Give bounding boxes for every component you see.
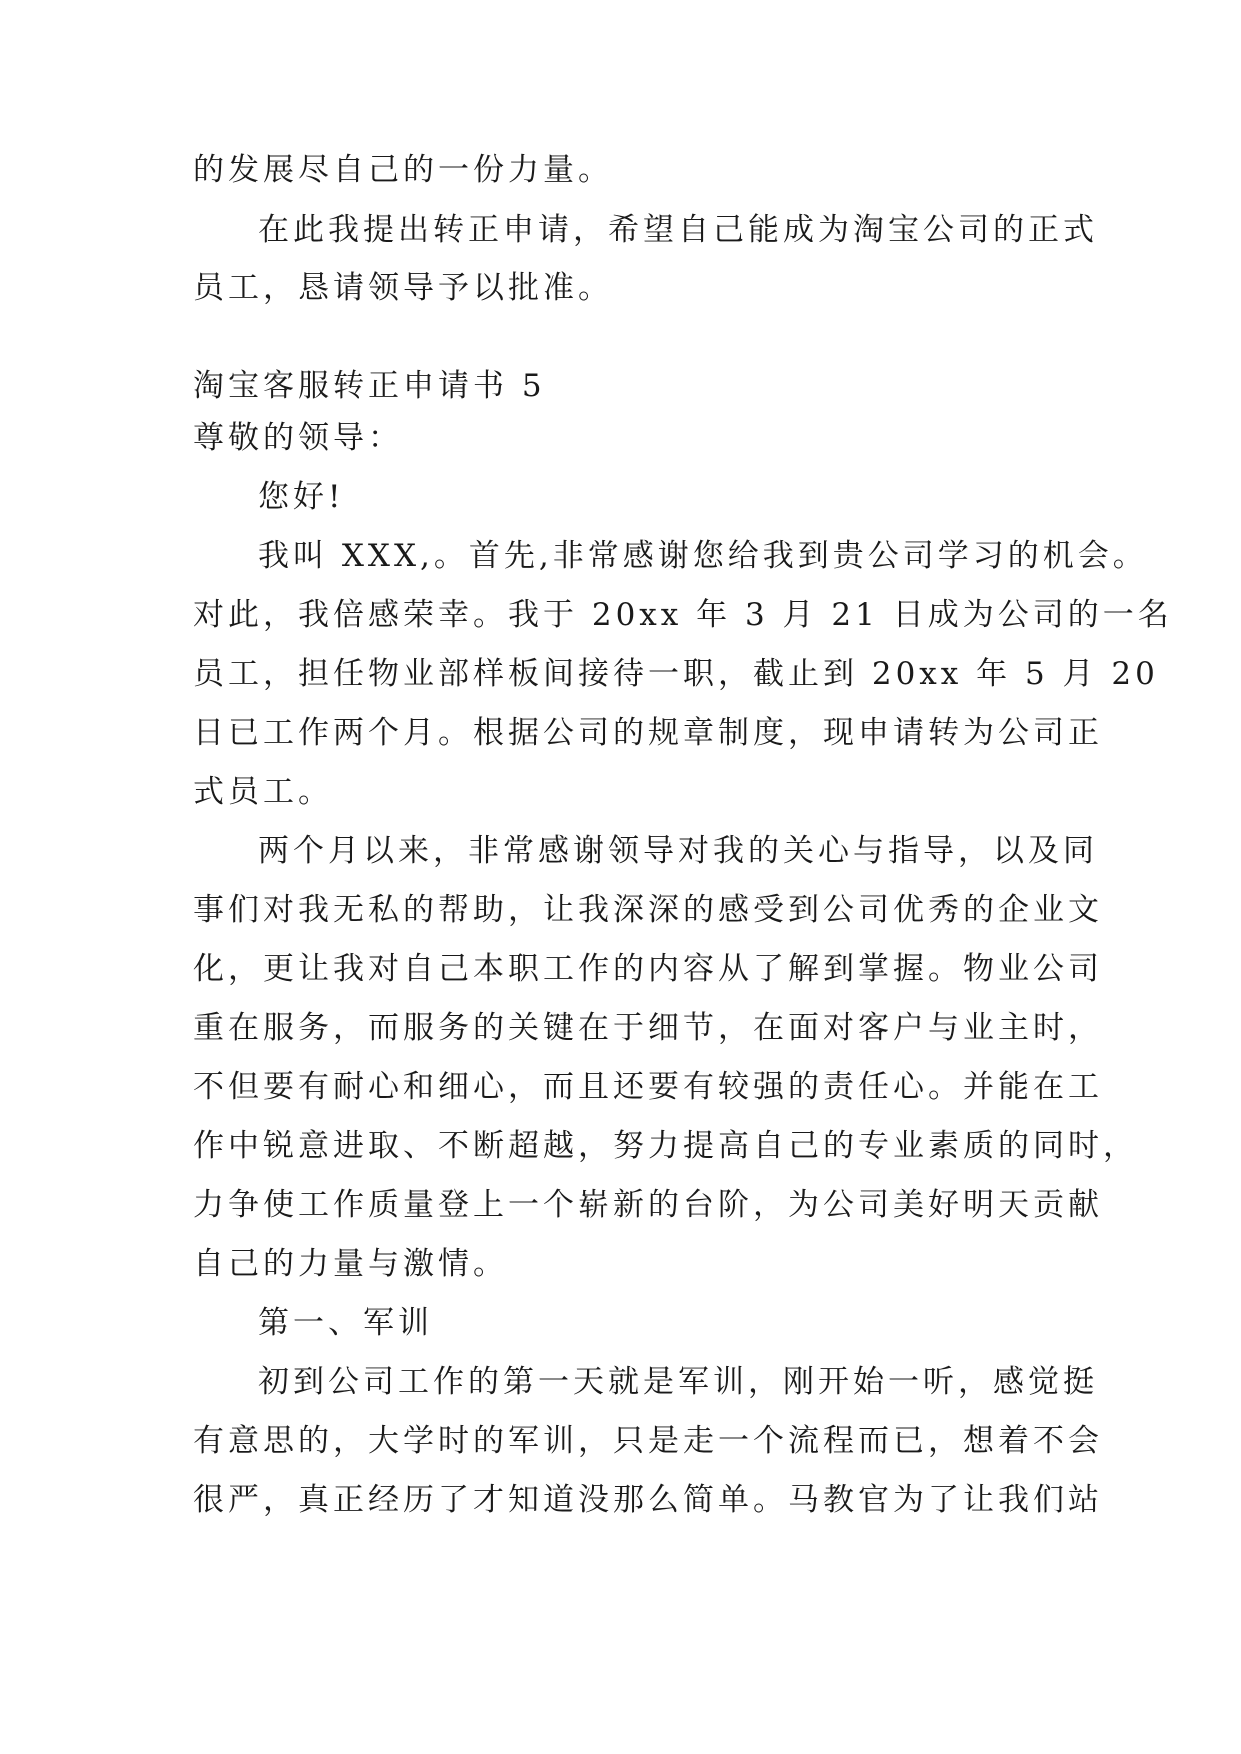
body-line: 日已工作两个月。根据公司的规章制度，现申请转为公司正 [193,715,1103,751]
body-line: 很严，真正经历了才知道没那么简单。马教官为了让我们站 [193,1482,1103,1518]
body-line: 员工，恳请领导予以批准。 [193,270,613,306]
greeting: 您好! [258,479,345,515]
body-line: 在此我提出转正申请，希望自己能成为淘宝公司的正式 [258,212,1098,248]
body-line: 的发展尽自己的一份力量。 [193,152,613,188]
body-line: 两个月以来，非常感谢领导对我的关心与指导，以及同 [258,833,1098,869]
body-line: 我叫 XXX,。首先,非常感谢您给我到贵公司学习的机会。 [258,538,1148,574]
subsection-heading: 第一、军训 [258,1305,433,1341]
body-line: 力争使工作质量登上一个崭新的台阶，为公司美好明天贡献 [193,1187,1103,1223]
body-line: 自己的力量与激情。 [193,1246,508,1282]
body-line: 作中锐意进取、不断超越，努力提高自己的专业素质的同时， [193,1128,1138,1164]
body-line: 有意思的，大学时的军训，只是走一个流程而已，想着不会 [193,1423,1103,1459]
salutation: 尊敬的领导： [193,420,403,456]
body-line: 事们对我无私的帮助，让我深深的感受到公司优秀的企业文 [193,892,1103,928]
section-title: 淘宝客服转正申请书 5 [193,368,546,404]
body-line: 化，更让我对自己本职工作的内容从了解到掌握。物业公司 [193,951,1103,987]
body-line: 不但要有耐心和细心，而且还要有较强的责任心。并能在工 [193,1069,1103,1105]
body-line: 对此，我倍感荣幸。我于 20xx 年 3 月 21 日成为公司的一名 [193,597,1173,633]
body-line: 式员工。 [193,774,333,810]
body-line: 员工，担任物业部样板间接待一职，截止到 20xx 年 5 月 20 [193,656,1159,692]
body-line: 重在服务，而服务的关键在于细节，在面对客户与业主时， [193,1010,1103,1046]
body-line: 初到公司工作的第一天就是军训，刚开始一听，感觉挺 [258,1364,1098,1400]
